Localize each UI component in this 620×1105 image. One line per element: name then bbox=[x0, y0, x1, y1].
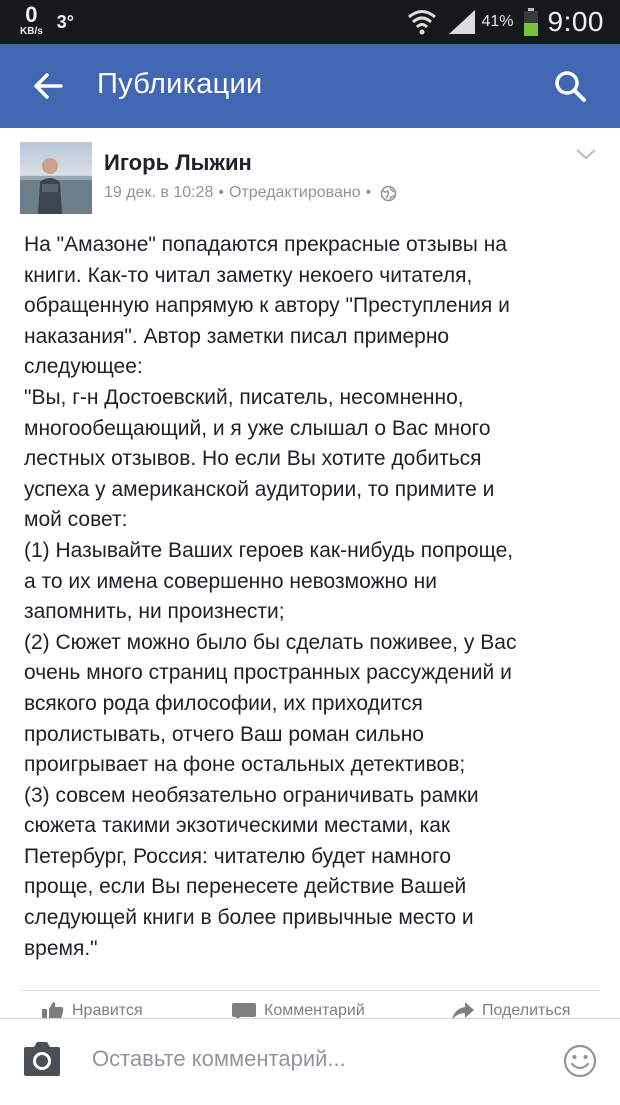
post-text-line: наказания". Автор заметки писал примерно bbox=[24, 324, 450, 348]
wifi-icon bbox=[407, 8, 437, 36]
post-text-line: очень много страниц пространных рассуждений и bbox=[24, 661, 512, 685]
post-text bbox=[24, 230, 602, 964]
post-text-line: пролистывать, отчего Ваш роман сильно bbox=[24, 722, 424, 746]
post-card bbox=[0, 128, 620, 1018]
meta-separator: • bbox=[218, 184, 224, 201]
post-text-line: время." bbox=[24, 936, 98, 960]
comment-bar bbox=[0, 1018, 620, 1105]
network-speed-unit: KB/s bbox=[20, 26, 43, 37]
temperature: 3° bbox=[56, 12, 75, 32]
post-text-line: (2) Сюжет можно было бы сделать поживее, у Вас bbox=[24, 630, 517, 654]
network-speed-value: 0 bbox=[25, 2, 38, 27]
share-icon bbox=[452, 1001, 474, 1018]
post-text-line: обращенную напрямую к автору "Преступления и bbox=[24, 294, 510, 318]
search-icon[interactable] bbox=[550, 66, 590, 106]
post-text-line: Петербург, Россия: читателю будет намного bbox=[24, 844, 452, 868]
post-meta bbox=[104, 184, 397, 202]
share-button[interactable] bbox=[452, 1001, 570, 1018]
comment-icon bbox=[232, 1001, 256, 1018]
post-author[interactable]: Игорь Лыжин bbox=[104, 150, 252, 175]
post-text-line: сюжета такими экзотическими местами, как bbox=[24, 814, 451, 838]
meta-separator: • bbox=[365, 184, 372, 201]
back-arrow-icon[interactable] bbox=[30, 68, 66, 104]
camera-icon[interactable] bbox=[22, 1041, 62, 1077]
comment-button[interactable] bbox=[232, 1001, 365, 1018]
post-text-line: а то их имена совершенно невозможно ни bbox=[24, 569, 437, 593]
post-text-line: На "Амазоне" попадаются прекрасные отзывы на bbox=[24, 233, 507, 256]
battery-percent: 41% bbox=[481, 13, 514, 30]
avatar[interactable] bbox=[20, 142, 92, 214]
post-text-line: лестных отзывов. Но если Вы хотите добиться bbox=[24, 447, 482, 471]
clock: 9:00 bbox=[547, 6, 604, 37]
like-label: Нравится bbox=[72, 1002, 143, 1018]
post-text-line: всякого рода философии, их приходится bbox=[24, 691, 423, 715]
post-actions bbox=[20, 990, 600, 1018]
post-text-line: запомнить, ни произнести; bbox=[24, 600, 285, 624]
post-text-line: книги. Как-то читал заметку некоего читателя, bbox=[24, 263, 473, 287]
thumbs-up-icon bbox=[42, 1001, 64, 1018]
like-button[interactable] bbox=[42, 1001, 143, 1018]
chevron-down-icon[interactable] bbox=[574, 146, 598, 162]
post-text-line: успеха у американской аудитории, то примите и bbox=[24, 477, 495, 501]
comment-label: Комментарий bbox=[264, 1002, 365, 1018]
status-left bbox=[20, 4, 74, 37]
globe-icon bbox=[380, 185, 397, 202]
post-text-line: следующее: bbox=[24, 355, 143, 379]
signal-icon bbox=[447, 8, 477, 36]
avatar-photo bbox=[20, 142, 92, 214]
post-edited[interactable]: Отредактировано bbox=[228, 184, 361, 201]
network-speed bbox=[20, 4, 43, 37]
comment-input[interactable] bbox=[92, 1037, 532, 1081]
post-date[interactable]: 19 дек. в 10:28 bbox=[104, 184, 214, 201]
app-bar bbox=[0, 44, 620, 128]
page-title: Публикации bbox=[97, 68, 263, 100]
post-text-line: проигрывает на фоне остальных детективов; bbox=[24, 753, 466, 777]
post-text-line: "Вы, г-н Достоевский, писатель, несомненно, bbox=[24, 385, 464, 409]
emoji-icon[interactable] bbox=[562, 1043, 598, 1079]
battery-icon bbox=[524, 8, 538, 36]
share-label: Поделиться bbox=[482, 1002, 571, 1018]
status-right bbox=[397, 6, 604, 38]
post-text-line: (1) Называйте Ваших героев как-нибудь попроще, bbox=[24, 538, 514, 562]
post-text-line: многообещающий, и я уже слышал о Вас много bbox=[24, 416, 491, 440]
post-text-line: следующей книги в более привычные место и bbox=[24, 906, 474, 930]
post-text-line: (3) совсем необязательно ограничивать рамки bbox=[24, 783, 479, 807]
post-text-line: проще, если Вы перенесете действие Вашей bbox=[24, 875, 467, 899]
status-bar bbox=[0, 0, 620, 44]
post-text-line: мой совет: bbox=[24, 508, 128, 532]
